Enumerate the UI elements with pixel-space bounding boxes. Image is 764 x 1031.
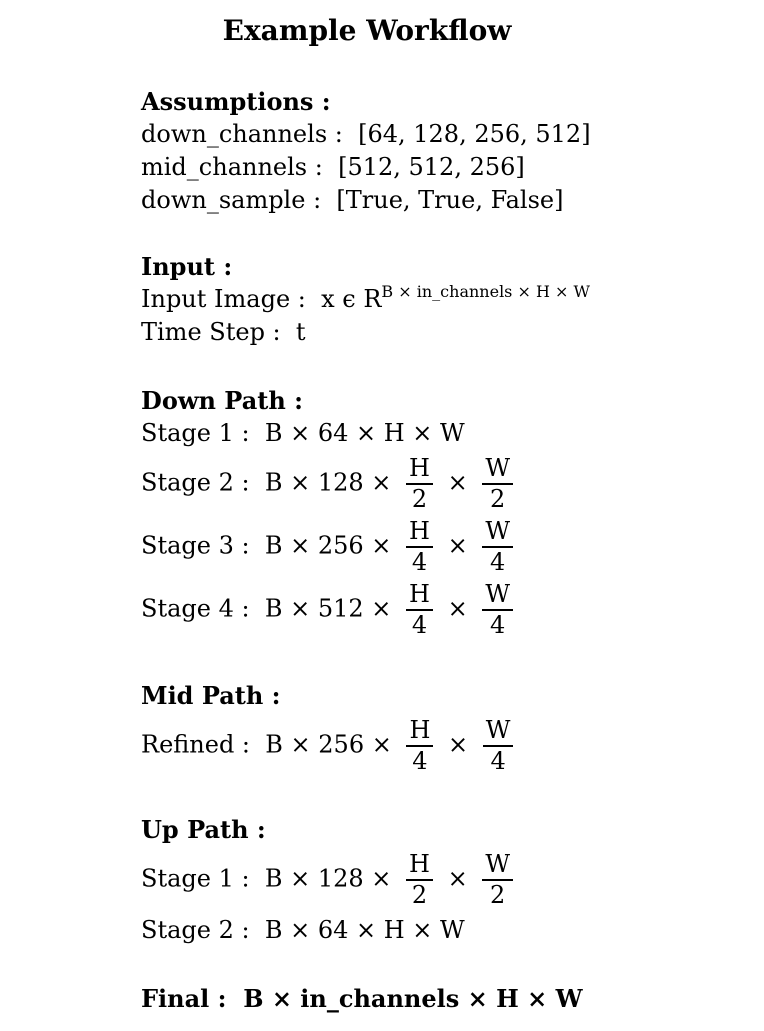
fraction <box>406 717 433 775</box>
math-text: Input Image : x ϵ R <box>141 285 382 313</box>
fraction <box>406 518 433 576</box>
fraction-denominator: 4 <box>483 745 514 775</box>
fraction <box>483 717 514 775</box>
fraction-numerator: W <box>485 454 510 482</box>
page-title: Example Workflow <box>222 14 512 47</box>
fraction-numerator: W <box>485 517 510 545</box>
assumptions-line-2 <box>141 151 764 184</box>
section-mid-path <box>141 679 764 775</box>
fraction-numerator: H <box>409 517 430 545</box>
up-path-header: Up Path : <box>141 815 266 844</box>
final-line-1 <box>141 982 764 1015</box>
section-down-path <box>141 384 764 639</box>
section-up-path <box>141 813 764 947</box>
down-path-line-3 <box>141 518 764 576</box>
fraction-denominator: 4 <box>406 745 433 775</box>
fraction-denominator: 2 <box>406 483 433 513</box>
math-text: down_channels : [64, 128, 256, 512] <box>141 120 591 148</box>
math-text: Stage 1 : B × 128 × <box>141 864 400 893</box>
fraction-numerator: H <box>409 454 430 482</box>
down-path-line-4 <box>141 581 764 639</box>
fraction <box>406 581 433 639</box>
section-final <box>141 982 764 1015</box>
mid-path-line-1 <box>141 717 764 775</box>
math-text: Stage 1 : B × 64 × H × W <box>141 419 465 447</box>
math-text: Time Step : t <box>141 318 306 346</box>
fraction <box>482 851 513 909</box>
math-text: Stage 4 : B × 512 × <box>141 594 400 623</box>
assumptions-header: Assumptions : <box>141 87 331 116</box>
fraction-denominator: 2 <box>482 879 513 909</box>
fraction <box>482 581 513 639</box>
down-path-line-1 <box>141 417 764 450</box>
fraction-denominator: 4 <box>406 546 433 576</box>
math-text: × <box>439 468 476 497</box>
fraction <box>482 518 513 576</box>
math-text: × <box>439 864 476 893</box>
fraction <box>482 455 513 513</box>
fraction-numerator: H <box>409 716 431 744</box>
sections-container <box>0 85 764 1015</box>
math-text: Stage 2 : B × 64 × H × W <box>141 916 465 944</box>
input-header: Input : <box>141 252 233 281</box>
fraction-denominator: 2 <box>406 879 433 909</box>
math-text: Stage 3 : B × 256 × <box>141 531 400 560</box>
fraction <box>406 851 433 909</box>
input-line-2 <box>141 316 764 349</box>
superscript-dimensions: B × in_channels × H × W <box>381 282 590 301</box>
fraction-numerator: H <box>409 580 430 608</box>
fraction-numerator: H <box>409 850 430 878</box>
fraction-denominator: 2 <box>482 483 513 513</box>
math-text: Final : B × in_channels × H × W <box>141 984 583 1013</box>
section-assumptions <box>141 85 764 217</box>
up-path-line-1 <box>141 851 764 909</box>
math-text: mid_channels : [512, 512, 256] <box>141 153 525 181</box>
fraction-numerator: W <box>485 850 510 878</box>
fraction-denominator: 4 <box>406 609 433 639</box>
mid-path-header: Mid Path : <box>141 681 281 710</box>
fraction-numerator: W <box>485 580 510 608</box>
down-path-header: Down Path : <box>141 386 303 415</box>
fraction-numerator: W <box>485 716 511 744</box>
fraction <box>406 455 433 513</box>
math-text: × <box>440 730 476 759</box>
up-path-line-2 <box>141 914 764 947</box>
math-text: × <box>439 594 476 623</box>
fraction-denominator: 4 <box>482 546 513 576</box>
math-text: down_sample : [True, True, False] <box>141 186 564 214</box>
section-input <box>141 250 764 349</box>
input-line-1 <box>141 283 764 316</box>
assumptions-line-1 <box>141 118 764 151</box>
assumptions-line-3 <box>141 184 764 217</box>
math-text: × <box>439 531 476 560</box>
math-text: Stage 2 : B × 128 × <box>141 468 400 497</box>
math-text: Refined : B × 256 × <box>141 730 400 759</box>
down-path-line-2 <box>141 455 764 513</box>
fraction-denominator: 4 <box>482 609 513 639</box>
